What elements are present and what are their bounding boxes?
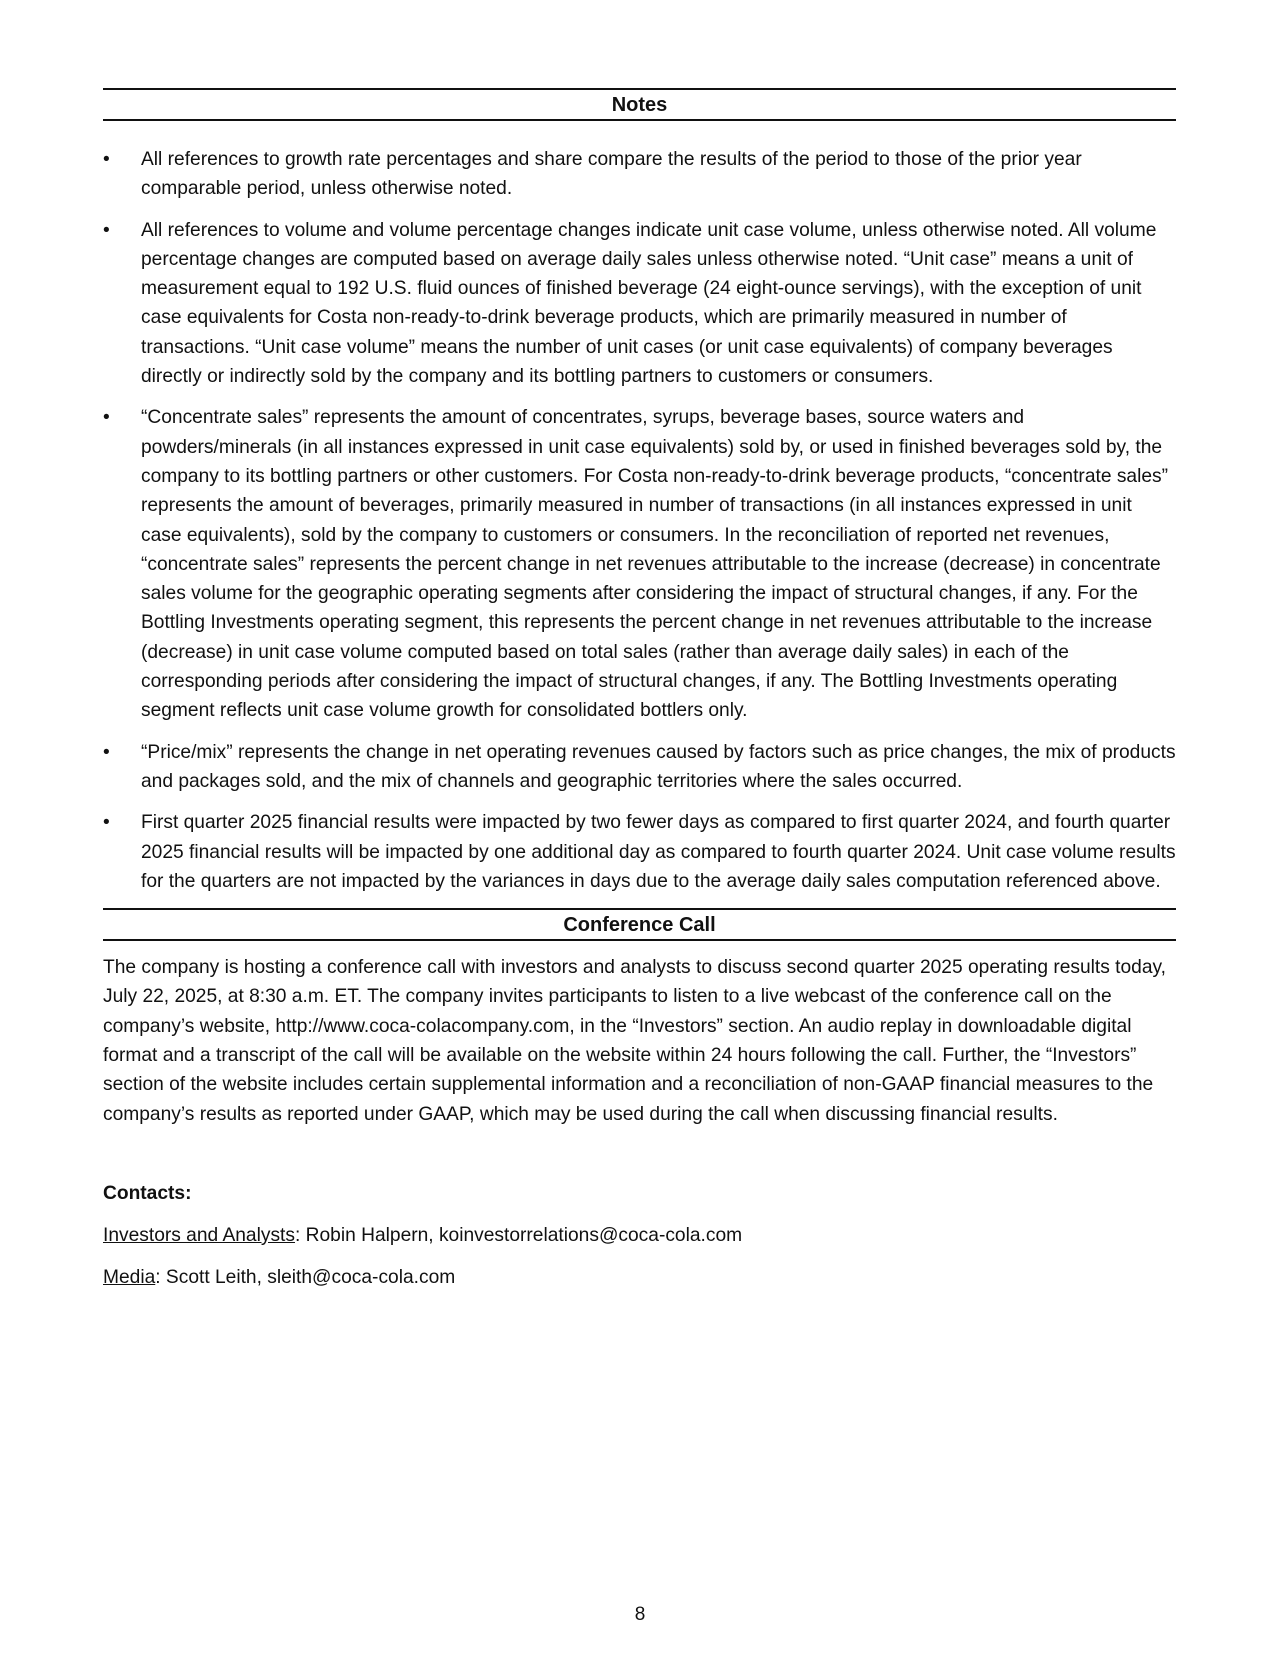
conference-call-paragraph: The company is hosting a conference call with investors and analysts to discuss second quarter 2025 operating results today, July 22, 2025, at 8:30 a.m. ET. The company invites participants to listen to a live webcast of the conference call on the company’s website, http://www.coca-colacompany.com, in the “Investors” section. An audio replay in downloadable digital format and a transcript of the call will be available on the website within 24 hours following the call. Further, the “Investors” section of the website includes certain supplemental information and a reconciliation of non-GAAP financial measures to the company’s results as reported under GAAP, which may be used during the call when discussing financial results. (103, 957, 1167, 1125)
list-item (103, 216, 1176, 392)
notes-heading: Notes (103, 88, 1176, 121)
list-item (103, 738, 1176, 797)
media-value: : Scott Leith, sleith@coca-cola.com (155, 1266, 456, 1288)
media-contact (103, 1263, 1176, 1292)
bullet: • (103, 812, 110, 834)
page-number: 8 (634, 1604, 646, 1625)
conference-call-heading: Conference Call (103, 908, 1176, 941)
investors-label: Investors and Analysts (103, 1224, 295, 1246)
investors-value: : Robin Halpern, koinvestorrelations@coca-cola.com (294, 1224, 743, 1246)
notes-list (103, 145, 1176, 896)
list-item (103, 145, 1176, 204)
note-text: “Concentrate sales” represents the amount of concentrates, syrups, beverage bases, source waters and powders/minerals (in all instances expressed in unit case equivalents) sold by, or used in finished beverages sold by, the company to its bottling partners or other customers. For Costa non-ready-to-drink beverage products, “concentrate sales” represents the amount of beverages, primarily measured in number of transactions (in all instances expressed in unit case equivalents), sold by the company to customers or consumers. In the reconciliation of reported net revenues, “concentrate sales” represents the percent change in net revenues attributable to the increase (decrease) in concentrate sales volume for the geographic operating segments after considering the impact of structural changes, if any. For the Bottling Investments operating segment, this represents the percent change in net revenues attributable to the increase (decrease) in unit case volume computed based on total sales (rather than average daily sales) in each of the corresponding periods after considering the impact of structural changes, if any. The Bottling Investments operating segment reflects unit case volume growth for consolidated bottlers only. (141, 407, 1169, 722)
note-text: All references to growth rate percentages and share compare the results of the period to those of the prior year comparable period, unless otherwise noted. (141, 149, 1082, 200)
contacts-title: Contacts: (103, 1182, 192, 1204)
page-content (103, 88, 1176, 1292)
bullet: • (103, 741, 110, 763)
investors-contact (103, 1221, 1176, 1250)
note-text: First quarter 2025 financial results were impacted by two fewer days as compared to first quarter 2024, and fourth quarter 2025 financial results will be impacted by one additional day as compared to fourth quarter 2024. Unit case volume results for the quarters are not impacted by the variances in days due to the average daily sales computation referenced above. (141, 812, 1176, 892)
note-text: “Price/mix” represents the change in net operating revenues caused by factors such as price changes, the mix of products and packages sold, and the mix of channels and geographic territories where the sales occurred. (141, 741, 1176, 792)
bullet: • (103, 219, 110, 241)
note-text: All references to volume and volume percentage changes indicate unit case volume, unless otherwise noted. All volume percentage changes are computed based on average daily sales unless otherwise noted. “Unit case” means a unit of measurement equal to 192 U.S. fluid ounces of finished beverage (24 eight-ounce servings), with the exception of unit case equivalents for Costa non-ready-to-drink beverage products, which are primarily measured in number of transactions. “Unit case volume” means the number of unit cases (or unit case equivalents) of company beverages directly or indirectly sold by the company and its bottling partners to customers or consumers. (141, 219, 1157, 388)
media-label: Media (103, 1266, 156, 1288)
list-item (103, 403, 1176, 725)
bullet: • (103, 149, 110, 170)
bullet: • (103, 407, 110, 429)
list-item (103, 808, 1176, 896)
